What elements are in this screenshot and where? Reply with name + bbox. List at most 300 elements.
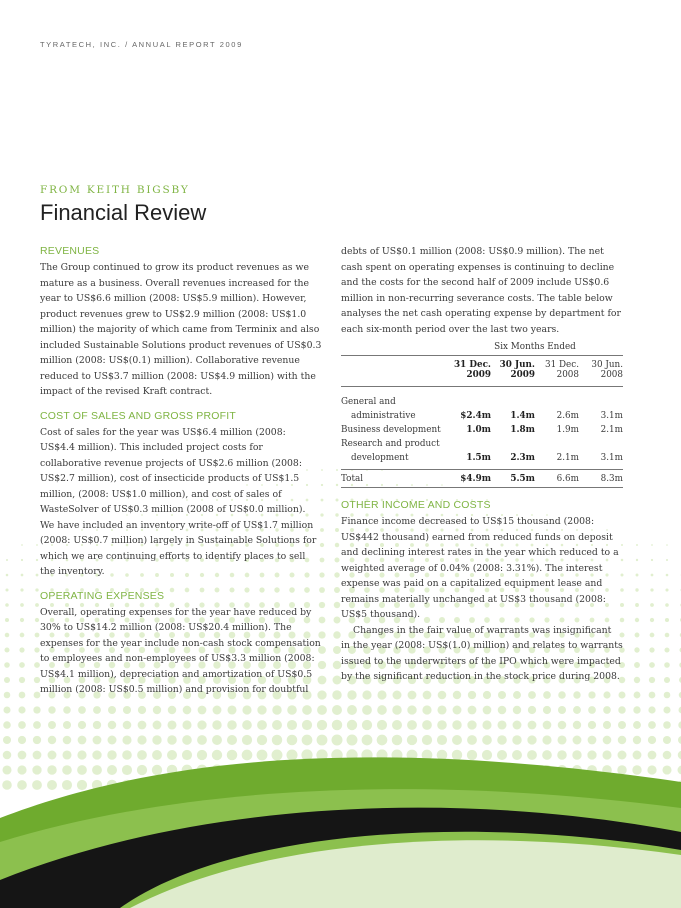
article-kicker: FROM KEITH BIGSBY xyxy=(40,184,190,196)
halftone-dot xyxy=(347,705,357,715)
halftone-dot xyxy=(108,706,116,714)
halftone-dot xyxy=(35,633,40,638)
halftone-dot xyxy=(36,559,38,561)
halftone-dot xyxy=(19,692,26,699)
halftone-dot xyxy=(347,690,356,699)
halftone-dot xyxy=(20,618,24,622)
halftone-dot xyxy=(36,574,39,577)
halftone-dot xyxy=(335,513,338,516)
halftone-dot xyxy=(497,750,507,760)
left-column xyxy=(40,244,322,707)
halftone-dot xyxy=(648,736,656,744)
row-label: General and xyxy=(341,397,396,407)
halftone-dot xyxy=(122,735,131,744)
halftone-dot xyxy=(63,736,72,745)
halftone-dot xyxy=(227,735,237,745)
table-cell: 5.5m xyxy=(491,470,535,488)
halftone-dot xyxy=(483,691,491,699)
cost-of-sales-heading: COST OF SALES AND GROSS PROFIT xyxy=(40,409,237,422)
halftone-dot xyxy=(5,588,8,591)
right-column xyxy=(341,244,623,685)
halftone-dot xyxy=(513,691,521,699)
halftone-dot xyxy=(666,559,668,561)
halftone-dot xyxy=(662,765,671,774)
halftone-dot xyxy=(437,705,446,714)
halftone-dot xyxy=(650,588,653,591)
halftone-dot xyxy=(35,588,38,591)
halftone-dot xyxy=(482,735,492,745)
halftone-dot xyxy=(468,706,477,715)
halftone-dot xyxy=(18,751,27,760)
halftone-dot xyxy=(603,736,612,745)
halftone-dot xyxy=(527,750,537,760)
halftone-dot xyxy=(588,691,595,698)
halftone-dot xyxy=(362,735,373,746)
halftone-dot xyxy=(3,751,12,760)
column-year: 2009 xyxy=(491,370,535,387)
halftone-dot xyxy=(528,706,536,714)
halftone-dot xyxy=(227,705,236,714)
cost-of-sales-paragraph: Cost of sales for the year was US$6.4 million (2008: US$4.4 million). This included project costs for collaborative revenue projects of US$2.6 million (2008: US$2.7 million), cost of insecticide products of US$1.5 million, (2008: US$1.0 million), and cost of sales of WasteSolver of US$0.3 million (2008 of US$0.0 million). We have included an inventory write-off of US$1.7 million (2008: US$0.7 million) largely in Sustainable Solutions for which we are continuing efforts to identify places to sell the inventory. xyxy=(40,426,317,577)
halftone-dot xyxy=(2,765,11,774)
column-header: 30 Jun. xyxy=(591,360,623,370)
page-title: Financial Review xyxy=(40,200,207,225)
halftone-dot xyxy=(512,750,522,760)
halftone-dot xyxy=(648,706,655,713)
table-cell: 2.6m xyxy=(556,411,579,421)
halftone-dot xyxy=(650,618,654,622)
halftone-dot xyxy=(635,588,638,591)
table-cell: 1.0m xyxy=(466,425,491,435)
halftone-dot xyxy=(63,706,71,714)
halftone-dot xyxy=(635,603,639,607)
operating-expenses-paragraph: Overall, operating expenses for the year have reduced by 30% to US$14.2 million (2008: US$20.4 million). The expenses for the year include non-cash stock compensation to employees and non-employees of US$3.3 million (2008: US$4.1 million), depreciation and amortization of US$0.5 million (2008: US$0.5 million) and provision for doubtful xyxy=(40,606,321,695)
halftone-dot xyxy=(4,677,10,683)
halftone-dot xyxy=(17,780,27,790)
halftone-dot xyxy=(573,706,581,714)
halftone-dot xyxy=(483,706,492,715)
halftone-dot xyxy=(197,750,207,760)
table-row xyxy=(341,435,623,449)
table-cell: 6.6m xyxy=(535,470,579,488)
table-cell: $2.4m xyxy=(460,411,491,421)
halftone-dot xyxy=(35,603,39,607)
column-header: 31 Dec. xyxy=(545,360,579,370)
halftone-dot xyxy=(227,720,237,730)
halftone-dot xyxy=(197,720,206,729)
halftone-dot xyxy=(33,721,41,729)
column-header: 30 Jun. xyxy=(499,360,535,370)
halftone-dot xyxy=(48,721,56,729)
halftone-dot xyxy=(227,750,238,761)
halftone-dot xyxy=(48,751,57,760)
halftone-dot xyxy=(242,735,252,745)
halftone-dot xyxy=(167,750,177,760)
table-cell: 1.4m xyxy=(510,411,535,421)
halftone-dot xyxy=(527,735,536,744)
halftone-dot xyxy=(573,721,581,729)
halftone-dot xyxy=(467,735,477,745)
halftone-dot xyxy=(422,735,432,745)
halftone-dot xyxy=(18,721,26,729)
halftone-dot xyxy=(618,691,625,698)
table-cell: 3.1m xyxy=(600,453,623,463)
halftone-dot xyxy=(377,690,386,699)
halftone-dot xyxy=(332,690,341,699)
halftone-dot xyxy=(137,765,147,775)
halftone-dot xyxy=(182,720,191,729)
halftone-dot xyxy=(108,721,116,729)
table-cell: 3.1m xyxy=(600,411,623,421)
column-header: 31 Dec. xyxy=(454,360,491,370)
halftone-dot xyxy=(408,691,417,700)
halftone-dot xyxy=(138,721,147,730)
table-cell: 2.1m xyxy=(556,453,579,463)
halftone-dot xyxy=(648,721,656,729)
halftone-dot xyxy=(108,736,117,745)
halftone-dot xyxy=(123,721,132,730)
halftone-dot xyxy=(286,749,297,760)
halftone-dot xyxy=(407,720,417,730)
halftone-dot xyxy=(6,574,9,577)
halftone-dot xyxy=(573,736,582,745)
halftone-dot xyxy=(618,736,627,745)
running-header: TYRATECH, INC. / ANNUAL REPORT 2009 xyxy=(40,40,243,49)
halftone-dot xyxy=(137,750,147,760)
halftone-dot xyxy=(272,705,281,714)
halftone-dot xyxy=(19,647,24,652)
table-row xyxy=(341,407,623,421)
halftone-dot xyxy=(573,691,580,698)
row-label: Research and product xyxy=(341,439,440,449)
halftone-dot xyxy=(302,705,312,715)
halftone-dot xyxy=(334,572,339,577)
halftone-dot xyxy=(588,736,597,745)
halftone-dot xyxy=(152,735,161,744)
halftone-dot xyxy=(557,750,567,760)
halftone-dot xyxy=(452,735,462,745)
halftone-dot xyxy=(634,677,640,683)
halftone-dot xyxy=(18,706,25,713)
table-cell: $4.9m xyxy=(447,470,491,488)
halftone-dot xyxy=(48,736,56,744)
halftone-dot xyxy=(242,750,253,761)
halftone-dot xyxy=(77,780,87,790)
halftone-dot xyxy=(168,706,177,715)
halftone-dot xyxy=(678,766,681,775)
table-cell: 2.3m xyxy=(510,453,535,463)
halftone-dot xyxy=(334,617,341,624)
halftone-dot xyxy=(20,633,25,638)
halftone-dot xyxy=(182,750,192,760)
halftone-dot xyxy=(453,691,461,699)
halftone-dot xyxy=(557,735,566,744)
halftone-dot xyxy=(336,469,338,471)
halftone-dot xyxy=(587,750,596,759)
halftone-dot xyxy=(92,750,101,759)
halftone-dot xyxy=(665,588,668,591)
halftone-dot xyxy=(77,750,86,759)
halftone-dot xyxy=(347,720,357,730)
halftone-dot xyxy=(152,750,162,760)
halftone-dot xyxy=(213,706,222,715)
halftone-dot xyxy=(335,543,339,547)
halftone-dot xyxy=(20,603,24,607)
halftone-dot xyxy=(651,544,653,546)
halftone-dot xyxy=(632,765,641,774)
halftone-dot xyxy=(198,706,207,715)
halftone-dot xyxy=(123,706,131,714)
halftone-dot xyxy=(332,720,342,730)
halftone-dot xyxy=(4,662,10,668)
halftone-dot xyxy=(78,706,86,714)
halftone-dot xyxy=(666,544,668,546)
halftone-dot xyxy=(665,633,670,638)
halftone-dot xyxy=(602,750,611,759)
halftone-dot xyxy=(5,633,10,638)
halftone-dot xyxy=(542,735,551,744)
halftone-dot xyxy=(664,677,670,683)
halftone-dot xyxy=(19,677,25,683)
halftone-dot xyxy=(633,736,641,744)
halftone-dot xyxy=(33,736,41,744)
halftone-dot xyxy=(153,721,162,730)
halftone-dot xyxy=(332,705,342,715)
operating-expenses-heading: OPERATING EXPENSES xyxy=(40,589,165,602)
halftone-dot xyxy=(153,706,161,714)
revenues-heading: REVENUES xyxy=(40,245,100,257)
halftone-dot xyxy=(543,721,552,730)
halftone-dot xyxy=(650,633,655,638)
halftone-dot xyxy=(663,706,670,713)
halftone-dot xyxy=(272,750,283,761)
halftone-dot xyxy=(287,705,297,715)
halftone-dot xyxy=(19,662,25,668)
halftone-dot xyxy=(93,721,101,729)
halftone-dot xyxy=(62,765,72,775)
halftone-dot xyxy=(467,750,477,760)
halftone-dot xyxy=(5,618,9,622)
halftone-dot xyxy=(392,735,402,745)
halftone-dot xyxy=(665,618,669,622)
column-year: 2009 xyxy=(447,370,491,387)
column-year: 2008 xyxy=(535,370,579,387)
halftone-dot xyxy=(333,646,341,654)
halftone-dot xyxy=(257,720,267,730)
halftone-dot xyxy=(648,751,657,760)
halftone-dot xyxy=(21,544,23,546)
halftone-dot xyxy=(334,602,340,608)
table-row xyxy=(341,449,623,463)
halftone-dot xyxy=(62,780,72,790)
other-income-heading: OTHER INCOME AND COSTS xyxy=(341,499,491,511)
halftone-dot xyxy=(333,661,341,669)
halftone-dot xyxy=(617,750,626,759)
halftone-dot xyxy=(377,705,387,715)
halftone-dot xyxy=(664,647,669,652)
halftone-dot xyxy=(362,690,371,699)
halftone-dot xyxy=(437,720,447,730)
halftone-dot xyxy=(497,735,507,745)
halftone-dot xyxy=(92,765,102,775)
halftone-dot xyxy=(603,721,611,729)
halftone-dot xyxy=(332,735,343,746)
halftone-dot xyxy=(107,750,116,759)
halftone-dot xyxy=(636,544,638,546)
halftone-dot xyxy=(78,721,86,729)
halftone-dot xyxy=(617,765,627,775)
halftone-dot xyxy=(633,751,642,760)
halftone-dot xyxy=(93,736,102,745)
halftone-dot xyxy=(242,705,251,714)
row-label: administrative xyxy=(351,411,416,421)
halftone-dot xyxy=(257,750,268,761)
halftone-dot xyxy=(2,780,12,790)
halftone-dot xyxy=(665,603,669,607)
table-cell: 1.8m xyxy=(510,425,535,435)
expense-table xyxy=(341,339,623,488)
halftone-dot xyxy=(21,559,23,561)
halftone-dot xyxy=(6,559,8,561)
halftone-dot xyxy=(317,720,327,730)
halftone-dot xyxy=(635,633,640,638)
halftone-dot xyxy=(36,544,38,546)
halftone-dot xyxy=(21,574,24,577)
halftone-dot xyxy=(63,721,71,729)
halftone-dot xyxy=(651,559,653,561)
halftone-dot xyxy=(377,735,388,746)
halftone-dot xyxy=(558,691,566,699)
halftone-dot xyxy=(407,705,416,714)
halftone-dot xyxy=(422,720,432,730)
halftone-dot xyxy=(636,574,639,577)
halftone-dot xyxy=(18,736,26,744)
halftone-dot xyxy=(543,706,551,714)
halftone-dot xyxy=(347,735,358,746)
table-cell: 8.3m xyxy=(579,470,623,488)
halftone-dot xyxy=(407,735,417,745)
halftone-dot xyxy=(47,765,56,774)
table-row xyxy=(341,393,623,407)
halftone-dot xyxy=(453,706,462,715)
halftone-dot xyxy=(152,765,162,775)
halftone-dot xyxy=(558,706,566,714)
halftone-dot xyxy=(666,574,669,577)
halftone-dot xyxy=(438,691,447,700)
halftone-dot xyxy=(182,735,192,745)
halftone-dot xyxy=(17,765,26,774)
halftone-dot xyxy=(62,750,71,759)
row-label: development xyxy=(351,453,409,463)
halftone-dot xyxy=(77,765,87,775)
other-income-paragraph: Finance income decreased to US$15 thousand (2008: US$442 thousand) earned from reduced funds on deposit and declining interest rates in the year which reduced to a weighted average of 0.04% (2008: 3.31%). The interest expense was paid on a capitalized equipment lease and remains materially unchanged at US$3 thousand (2008: US$5 thousand). xyxy=(341,516,619,620)
halftone-dot xyxy=(452,720,461,729)
halftone-dot xyxy=(392,720,402,730)
halftone-dot xyxy=(183,706,192,715)
halftone-dot xyxy=(467,720,476,729)
halftone-dot xyxy=(34,647,39,652)
halftone-dot xyxy=(333,631,340,638)
halftone-dot xyxy=(392,705,401,714)
halftone-dot xyxy=(664,662,670,668)
warrants-paragraph: Changes in the fair value of warrants was insignificant in the year (2008: US$(1.0) million) and relates to warrants issued to the underwriters of the IPO which were impacted by the significant reduction in the stock price during 2008. xyxy=(341,624,623,682)
halftone-dot xyxy=(528,721,537,730)
halftone-dot xyxy=(633,706,640,713)
halftone-dot xyxy=(35,618,39,622)
halftone-dot xyxy=(513,721,522,730)
table-cell: 1.5m xyxy=(466,453,491,463)
halftone-dot xyxy=(212,750,222,760)
halftone-dot xyxy=(603,691,610,698)
halftone-dot xyxy=(20,588,23,591)
halftone-dot xyxy=(257,735,267,745)
halftone-dot xyxy=(5,603,9,607)
halftone-dot xyxy=(651,574,654,577)
halftone-dot xyxy=(107,765,117,775)
halftone-dot xyxy=(122,750,132,760)
halftone-dot xyxy=(362,720,372,730)
halftone-dot xyxy=(603,706,611,714)
halftone-dot xyxy=(287,720,297,730)
halftone-dot xyxy=(543,691,551,699)
halftone-dot xyxy=(32,780,42,790)
revenues-paragraph: The Group continued to grow its product revenues as we mature as a business. Overall revenues increased for the year to US$6.6 million (2008: US$5.9 million). However, product revenues grew to US$2.9 million (2008: US$1.0 million) the majority of which came from Terminix and also included Sustainable Solutions product revenues of US$0.3 million (2008: US$(0.1) million). Collaborative revenue reduced to US$3.7 million (2008: US$4.9 million) with the impact of the revised Kraft contract. xyxy=(40,262,322,397)
halftone-dot xyxy=(482,750,492,760)
halftone-dot xyxy=(663,751,672,760)
table-cell: 1.9m xyxy=(556,425,579,435)
halftone-dot xyxy=(423,691,432,700)
halftone-dot xyxy=(377,720,387,730)
table-cell: 2.1m xyxy=(600,425,623,435)
halftone-dot xyxy=(482,720,491,729)
halftone-dot xyxy=(272,720,282,730)
halftone-dot xyxy=(498,706,507,715)
halftone-dot xyxy=(3,736,11,744)
halftone-dot xyxy=(618,706,626,714)
halftone-dot xyxy=(242,720,252,730)
halftone-dot xyxy=(650,603,654,607)
halftone-dot xyxy=(287,735,298,746)
halftone-dot xyxy=(618,721,626,729)
halftone-dot xyxy=(48,706,55,713)
halftone-dot xyxy=(528,691,536,699)
row-label: Total xyxy=(341,470,447,488)
halftone-dot xyxy=(93,706,101,714)
operating-expenses-continued: debts of US$0.1 million (2008: US$0.9 million). The net cash spent on operating expenses is continuing to decline and the costs for the second half of 2009 include US$0.6 million in non-recurring severance costs. The table below analyses the net cash operating expense by department for each six-month period over the last two years. xyxy=(341,246,621,335)
halftone-dot xyxy=(437,735,447,745)
halftone-dot xyxy=(272,735,282,745)
halftone-dot xyxy=(334,587,340,593)
halftone-dot xyxy=(513,706,521,714)
halftone-dot xyxy=(588,721,596,729)
halftone-dot xyxy=(4,647,9,652)
halftone-dot xyxy=(572,750,581,759)
halftone-dot xyxy=(3,706,10,713)
halftone-dot xyxy=(257,705,266,714)
halftone-dot xyxy=(634,662,640,668)
halftone-dot xyxy=(362,705,372,715)
halftone-dot xyxy=(33,706,40,713)
halftone-dot xyxy=(633,721,641,729)
halftone-dot xyxy=(336,499,339,502)
halftone-dot xyxy=(468,691,476,699)
halftone-dot xyxy=(663,736,671,744)
table-row xyxy=(341,421,623,435)
halftone-dot xyxy=(649,662,655,668)
halftone-dot xyxy=(335,558,340,563)
halftone-dot xyxy=(302,735,313,746)
total-row xyxy=(341,470,623,488)
